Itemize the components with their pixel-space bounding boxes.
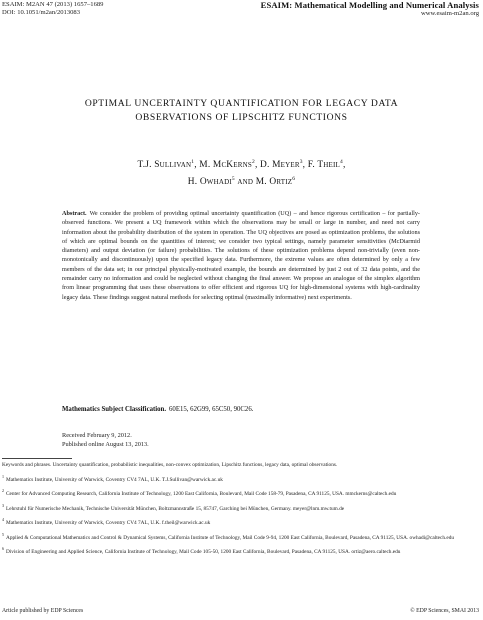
footnote-number: 3 xyxy=(2,502,4,508)
footnote-divider xyxy=(2,458,72,459)
affiliation-mark: 4 xyxy=(340,159,343,165)
author-separator: , xyxy=(302,160,308,171)
author-list xyxy=(20,155,463,189)
author-separator: , xyxy=(254,160,261,171)
affiliation-mark: 2 xyxy=(251,159,255,165)
footnote-text: Keywords and phrases. Uncertainty quantification, probabilistic inequalities, non-convex optimization, Lipschitz functions, legacy data, optimal observations. xyxy=(2,462,338,468)
author-name: H. Owhadi xyxy=(187,177,232,188)
author-line-1 xyxy=(20,155,463,172)
title-line-1: OPTIMAL UNCERTAINTY QUANTIFICATION FOR LEGACY DATA xyxy=(84,98,399,109)
doi: DOI: 10.1051/m2an/2013083 xyxy=(2,9,81,17)
abstract-text: We consider the problem of providing optimal uncertainty quantification (UQ) – and hence rigorous certification – for partially-observed functions. We present a UQ framework within which the observations may be small or large in number, and need not carry information about the probability distribution of the system in operation. The UQ objectives are posed as optimization problems, the solutions of which are optimal bounds on the quantities of interest; we consider two typical settings, namely parameter sensitivities (McDiarmid diameters) and output deviation (or failure) probabilities. The solutions of these optimization problems depend non-trivially (even non-monotonically and discontinuously) upon the specified legacy data. Furthermore, the extreme values are often determined by only a few members of the data set; in our principal physically-motivated example, the bounds are determined by just 2 out of 32 data points, and the remainder carry no information and could be neglected without changing the final answer. We propose an analogue of the simplex algorithm from linear programming that uses these observations to offer efficient and rigorous UQ for high-dimensional systems with high-cardinality legacy data. These findings suggest natural methods for selecting optimal (maximally informative) next experiments. xyxy=(62,210,420,301)
footnote-affiliation xyxy=(2,516,480,527)
author-separator: , xyxy=(194,160,200,171)
footnote-number: 4 xyxy=(2,517,4,523)
footnote-text: Center for Advanced Computing Research, California Institute of Technology, 1200 East California, Boulevard, Mail Code 158-79, Pasadena, CA 91125, USA. mmckerns@caltech.edu xyxy=(6,490,397,497)
footnote-text: Applied & Computational Mathematics and Control & Dynamical Systems, California Institute of Technology, Mail Code 9-94, 1200 East California, Boulevard, Pasadena, CA 91125, USA. owhadi@caltech.edu xyxy=(6,534,454,541)
title-line-2: OBSERVATIONS OF LIPSCHITZ FUNCTIONS xyxy=(135,111,348,123)
affiliation-mark: 3 xyxy=(299,159,303,165)
journal-citation: ESAIM: M2AN 47 (2013) 1657–1689 xyxy=(2,1,104,8)
publisher-note: Article published by EDP Sciences xyxy=(2,608,84,614)
citation-block xyxy=(2,1,103,18)
author-line-2 xyxy=(20,172,463,189)
footnote-affiliation xyxy=(2,487,480,498)
published-date: Published online August 13, 2013. xyxy=(62,441,149,448)
author-name: D. Meyer xyxy=(260,160,300,171)
footnote-number: 1 xyxy=(2,473,4,479)
author-name: M. McKerns xyxy=(199,160,252,171)
footnote-affiliation xyxy=(2,473,480,484)
copyright-note: © EDP Sciences, SMAI 2013 xyxy=(410,608,479,614)
footnote-text: Mathematics Institute, University of Warwick, Coventry CV4 7AL, U.K. f.theil@warwick.ac.uk xyxy=(6,519,211,526)
journal-url[interactable]: www.esaim-m2an.org xyxy=(420,10,479,17)
footnote-text: Division of Engineering and Applied Science, California Institute of Technology, Mail Code 105-50, 1200 East California, Boulevard, Pasadena, CA 91125, USA. ortiz@aero.caltech.edu xyxy=(6,548,401,555)
affiliation-mark: 6 xyxy=(292,176,296,183)
abstract xyxy=(62,209,420,302)
footnote-number: 2 xyxy=(2,488,4,494)
footnote-keywords xyxy=(2,462,480,469)
author-name: F. Theil xyxy=(307,160,340,171)
footnote-affiliation xyxy=(2,502,480,513)
received-date: Received February 9, 2012. xyxy=(62,432,132,439)
footnote-affiliation xyxy=(2,531,480,542)
msc-label: Mathematics Subject Classification. xyxy=(62,406,167,413)
publication-dates xyxy=(62,431,149,449)
author-separator: , xyxy=(342,160,346,171)
author-name: M. Ortiz xyxy=(255,177,293,188)
footnote-text: Lehrstuhl für Numerische Mechanik, Technische Universität München, Boltzmannstraße 15, 85747, Garching bei München, Germany. meyer@lnm.mw.tum.de xyxy=(6,505,345,512)
affiliation-mark: 5 xyxy=(231,176,235,183)
abstract-label: Abstract. xyxy=(62,210,87,217)
footnotes xyxy=(2,462,480,559)
footnote-affiliation xyxy=(2,545,480,556)
paper-title xyxy=(20,97,463,124)
journal-name: ESAIM: Mathematical Modelling and Numerical Analysis xyxy=(260,0,479,10)
footnote-number: 5 xyxy=(2,531,4,537)
footnote-number: 6 xyxy=(2,545,4,551)
journal-header xyxy=(261,0,479,19)
footnote-text: Mathematics Institute, University of Warwick, Coventry CV4 7AL, U.K. T.J.Sullivan@warwick.ac.uk xyxy=(6,476,223,483)
author-separator: and xyxy=(234,177,256,188)
msc-codes: 60E15, 62G99, 65C50, 90C26. xyxy=(169,406,254,413)
subject-classification xyxy=(62,405,253,414)
author-name: T.J. Sullivan xyxy=(137,160,192,171)
affiliation-mark: 1 xyxy=(191,159,195,165)
